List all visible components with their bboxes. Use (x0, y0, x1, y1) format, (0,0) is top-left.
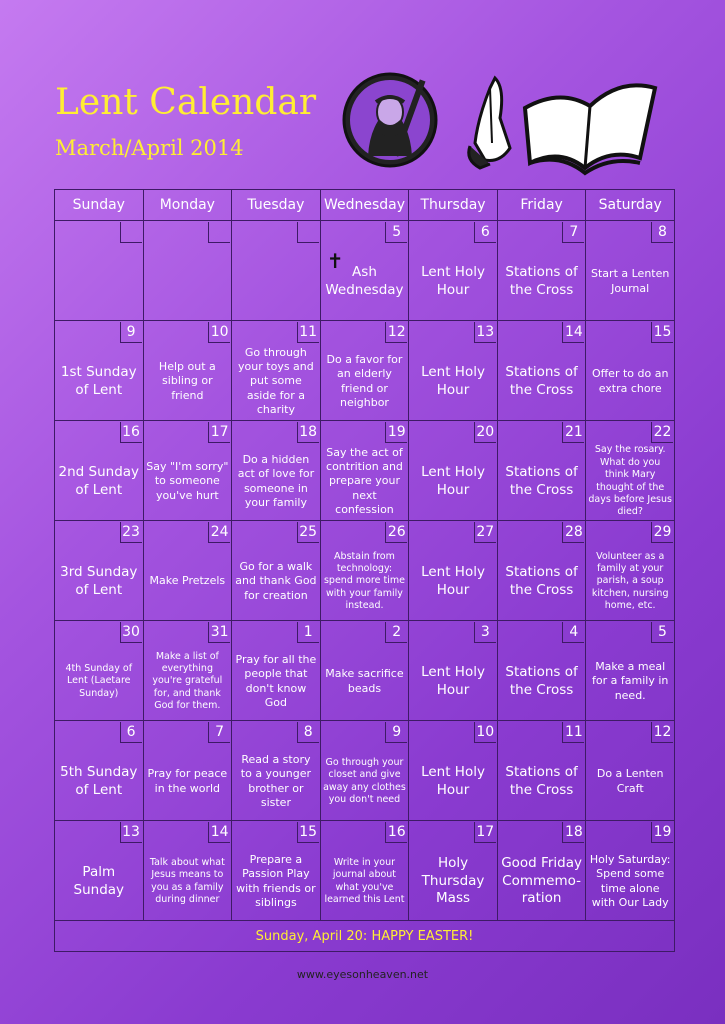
calendar-day-cell (497, 621, 586, 721)
day-activity: Lent Holy Hour (421, 363, 485, 398)
calendar-day-cell (320, 821, 409, 921)
weekday-header-row (55, 190, 675, 221)
day-number: 5 (651, 622, 673, 643)
calendar-day-cell (497, 221, 586, 321)
calendar-day-cell (143, 721, 232, 821)
day-number: 13 (120, 822, 142, 843)
weekday-wednesday: Wednesday (320, 190, 409, 221)
calendar-day-cell (55, 621, 144, 721)
day-activity: Volunteer as a family at your parish, a soup kitchen, nursing home, etc. (591, 550, 669, 612)
day-number: 4 (562, 622, 584, 643)
day-activity: Make a list of everything you're grateful for, and thank God for them. (152, 650, 223, 712)
day-activity: Ash Wednesday (325, 263, 404, 298)
day-activity: 4th Sunday of Lent (Laetare Sunday) (65, 662, 133, 699)
calendar-day-cell (320, 221, 409, 321)
calendar-day-cell (586, 221, 675, 321)
praying-hands-icon (469, 78, 510, 168)
calendar-day-cell (320, 521, 409, 621)
calendar-day-cell (55, 821, 144, 921)
day-number: 27 (474, 522, 496, 543)
calendar-day-cell (409, 421, 498, 521)
day-activity: Make sacrifice beads (325, 667, 404, 695)
day-activity (57, 245, 141, 318)
day-activity: Pray for all the people that don't know God (235, 652, 317, 709)
day-activity: Say the rosary. What do you think Mary thought of the days before Jesus died? (588, 444, 672, 518)
day-activity: Start a Lenten Journal (591, 267, 670, 295)
calendar-day-cell (497, 421, 586, 521)
day-number: 18 (297, 422, 319, 443)
weekday-thursday: Thursday (409, 190, 498, 221)
day-activity: Help out a sibling or friend (158, 360, 216, 402)
day-activity: Offer to do an extra chore (591, 367, 669, 395)
calendar-day-cell (55, 721, 144, 821)
day-number: 30 (120, 622, 142, 643)
day-activity: Say "I'm sorry" to someone you've hurt (146, 460, 229, 502)
day-activity: Lent Holy Hour (421, 763, 485, 798)
day-activity: Stations of the Cross (505, 363, 578, 398)
calendar-day-cell (143, 821, 232, 921)
calendar-week-row (55, 621, 675, 721)
day-activity: Stations of the Cross (505, 263, 578, 298)
day-activity: Abstain from technology: spend more time with your family instead. (323, 550, 405, 612)
day-number: 2 (385, 622, 407, 643)
day-activity: Do a hidden act of love for someone in your family (237, 452, 315, 509)
day-number: 24 (208, 522, 230, 543)
day-number: 12 (651, 722, 673, 743)
calendar-day-cell (320, 721, 409, 821)
day-number: 13 (474, 322, 496, 343)
day-activity: Go through your closet and give away any clothes you don't need (323, 756, 406, 805)
day-number: 28 (562, 522, 584, 543)
calendar-day-cell (409, 821, 498, 921)
day-activity (234, 245, 318, 318)
weekday-saturday: Saturday (586, 190, 675, 221)
day-activity: Pray for peace in the world (147, 767, 228, 795)
day-activity: Do a Lenten Craft (596, 767, 664, 795)
calendar-day-cell (320, 421, 409, 521)
day-number (120, 222, 142, 243)
day-activity: Stations of the Cross (505, 563, 578, 598)
day-number: 14 (208, 822, 230, 843)
day-number: 12 (385, 322, 407, 343)
day-number: 7 (208, 722, 230, 743)
calendar-day-cell (232, 521, 321, 621)
calendar-day-cell (409, 621, 498, 721)
calendar-week-row (55, 221, 675, 321)
day-activity: 5th Sunday of Lent (60, 763, 138, 798)
day-activity: Lent Holy Hour (421, 563, 485, 598)
calendar-day-cell (143, 521, 232, 621)
calendar-day-cell (409, 521, 498, 621)
calendar-day-cell (497, 821, 586, 921)
calendar-day-cell (586, 721, 675, 821)
lent-calendar-grid (54, 189, 675, 952)
weekday-monday: Monday (143, 190, 232, 221)
footer-url: www.eyesonheaven.net (296, 968, 429, 981)
day-number: 20 (474, 422, 496, 443)
day-number: 19 (385, 422, 407, 443)
day-activity: Stations of the Cross (505, 663, 578, 698)
jesus-crown-icon (344, 74, 436, 166)
calendar-day-cell (232, 721, 321, 821)
day-number: 1 (297, 622, 319, 643)
calendar-day-cell (497, 721, 586, 821)
day-number: 16 (120, 422, 142, 443)
day-number: 11 (297, 322, 319, 343)
calendar-day-cell (320, 621, 409, 721)
page-subtitle: March/April 2014 (55, 136, 244, 160)
calendar-day-cell (143, 221, 232, 321)
calendar-week-row (55, 821, 675, 921)
easter-row (55, 921, 675, 952)
calendar-day-cell (497, 321, 586, 421)
calendar-day-cell (497, 521, 586, 621)
open-bible-icon (525, 85, 655, 173)
day-activity: Write in your journal about what you've learned this Lent (324, 856, 405, 905)
day-number: 25 (297, 522, 319, 543)
day-activity (146, 245, 230, 318)
day-activity: Lent Holy Hour (421, 463, 485, 498)
day-number: 17 (474, 822, 496, 843)
day-activity: Stations of the Cross (505, 463, 578, 498)
day-number: 23 (120, 522, 142, 543)
weekday-sunday: Sunday (55, 190, 144, 221)
day-number: 22 (651, 422, 673, 443)
calendar-day-cell (232, 821, 321, 921)
day-activity: Stations of the Cross (505, 763, 578, 798)
calendar-day-cell (586, 421, 675, 521)
ash-cross-icon: ✝ (326, 249, 344, 273)
day-activity: Prepare a Passion Play with friends or siblings (236, 852, 316, 909)
day-number (297, 222, 319, 243)
calendar-day-cell (586, 621, 675, 721)
day-number: 29 (651, 522, 673, 543)
day-number: 3 (474, 622, 496, 643)
day-number: 26 (385, 522, 407, 543)
day-activity: Good Friday Commemo-ration (501, 855, 582, 907)
day-number: 21 (562, 422, 584, 443)
day-activity: 1st Sunday of Lent (60, 363, 137, 398)
day-number: 11 (562, 722, 584, 743)
calendar-day-cell (143, 321, 232, 421)
calendar-day-cell (320, 321, 409, 421)
page-title: Lent Calendar (55, 82, 317, 123)
calendar-day-cell (143, 421, 232, 521)
calendar-day-cell (55, 521, 144, 621)
day-activity: Lent Holy Hour (421, 263, 485, 298)
day-number: 6 (120, 722, 142, 743)
day-activity: Talk about what Jesus means to you as a family during dinner (149, 856, 225, 905)
day-number: 5 (385, 222, 407, 243)
weekday-friday: Friday (497, 190, 586, 221)
day-activity: Do a favor for an elderly friend or neighbor (326, 352, 403, 409)
day-number: 19 (651, 822, 673, 843)
calendar-day-cell (586, 321, 675, 421)
calendar-day-cell (409, 221, 498, 321)
day-number: 9 (385, 722, 407, 743)
day-number: 8 (297, 722, 319, 743)
day-activity: 3rd Sunday of Lent (60, 563, 138, 598)
calendar-day-cell (232, 621, 321, 721)
day-activity: Lent Holy Hour (421, 663, 485, 698)
day-number: 17 (208, 422, 230, 443)
weekday-tuesday: Tuesday (232, 190, 321, 221)
calendar-week-row (55, 321, 675, 421)
calendar-day-cell (143, 621, 232, 721)
calendar-day-cell (232, 421, 321, 521)
day-number: 6 (474, 222, 496, 243)
day-number: 10 (474, 722, 496, 743)
day-activity: Palm Sunday (73, 863, 125, 898)
calendar-week-row (55, 721, 675, 821)
easter-message: Sunday, April 20: HAPPY EASTER! (55, 921, 675, 952)
day-activity: Make a meal for a family in need. (592, 660, 669, 702)
calendar-day-cell (232, 321, 321, 421)
day-activity: Make Pretzels (149, 574, 226, 588)
day-number: 16 (385, 822, 407, 843)
calendar-day-cell (586, 521, 675, 621)
calendar-week-row (55, 521, 675, 621)
day-number: 14 (562, 322, 584, 343)
day-activity: Go through your toys and put some aside for a charity (238, 345, 314, 416)
calendar-week-row (55, 421, 675, 521)
day-number: 18 (562, 822, 584, 843)
day-number: 15 (651, 322, 673, 343)
calendar-day-cell (55, 421, 144, 521)
day-number: 8 (651, 222, 673, 243)
day-number: 9 (120, 322, 142, 343)
calendar-day-cell (55, 221, 144, 321)
header-icons (340, 68, 660, 182)
day-number: 10 (208, 322, 230, 343)
day-activity: 2nd Sunday of Lent (58, 463, 140, 498)
day-number: 31 (208, 622, 230, 643)
day-activity: Holy Saturday: Spend some time alone with Our Lady (589, 852, 671, 909)
day-number: 15 (297, 822, 319, 843)
calendar-day-cell (232, 221, 321, 321)
day-number: 7 (562, 222, 584, 243)
calendar-day-cell (409, 721, 498, 821)
day-activity: Holy Thursday Mass (421, 855, 485, 907)
day-activity: Go for a walk and thank God for creation (235, 560, 317, 602)
day-activity: Read a story to a younger brother or sister (240, 752, 312, 809)
day-number (208, 222, 230, 243)
calendar-day-cell (586, 821, 675, 921)
calendar-day-cell (55, 321, 144, 421)
calendar-day-cell (409, 321, 498, 421)
day-activity: Say the act of contrition and prepare your next confession (326, 445, 403, 516)
